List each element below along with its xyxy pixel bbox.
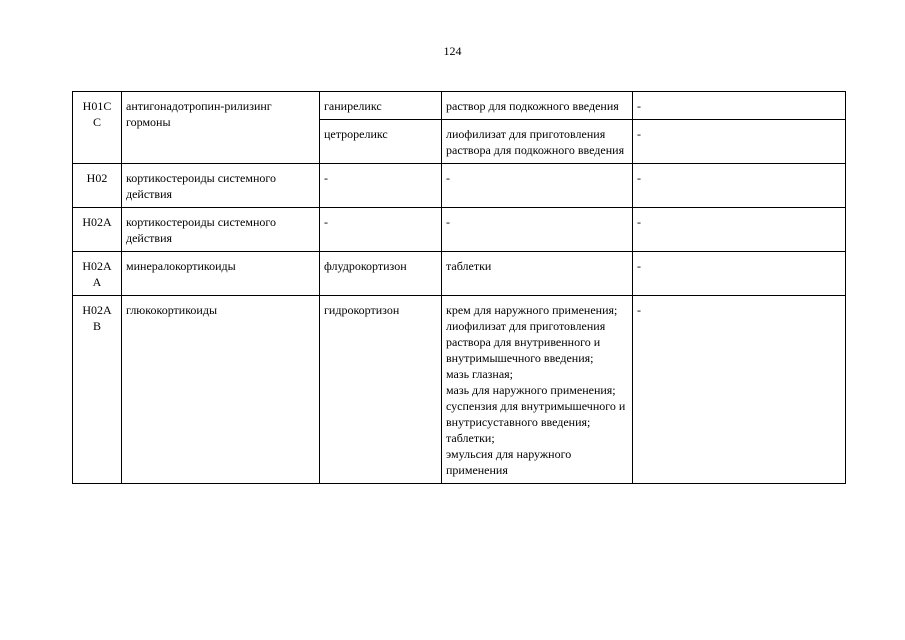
drug-table [72,91,846,484]
atc-code-cell: H02 [73,164,122,208]
note-cell: - [633,164,846,208]
drug-name-cell: гидрокортизон [320,296,442,484]
note-cell: - [633,252,846,296]
group-name-cell: кортикостероиды системного действия [122,164,320,208]
atc-code-cell: H02A B [73,296,122,484]
drug-name-cell: - [320,164,442,208]
dosage-form-cell: раствор для подкожного введения [442,92,633,120]
group-name-cell: глюкокортикоиды [122,296,320,484]
note-cell: - [633,296,846,484]
drug-name-cell: ганиреликс [320,92,442,120]
drug-name-cell: флудрокортизон [320,252,442,296]
drug-name-cell: - [320,208,442,252]
table-row [73,164,846,208]
atc-code-cell: H01C C [73,92,122,164]
atc-code-cell: H02A A [73,252,122,296]
dosage-form-cell: - [442,164,633,208]
table-row [73,92,846,120]
table-row [73,296,846,484]
dosage-form-cell: таблетки [442,252,633,296]
drug-name-cell: цетрореликс [320,120,442,164]
group-name-cell: кортикостероиды системного действия [122,208,320,252]
atc-code-cell: H02A [73,208,122,252]
table-row [73,252,846,296]
note-cell: - [633,120,846,164]
table-row [73,208,846,252]
page-number: 124 [443,44,462,58]
group-name-cell: минералокортикоиды [122,252,320,296]
group-name-cell: антигонадотропин-рилизинг гормоны [122,92,320,164]
dosage-form-cell: лиофилизат для приготовления раствора для подкожного введения [442,120,633,164]
note-cell: - [633,208,846,252]
dosage-form-cell: крем для наружного применения; лиофилизат для приготовления раствора для внутривенного и внутримышечного введения; мазь глазная; мазь для наружного применения; суспензия для внутримышечного и внутрисуставного введения; таблетки; эмульсия для наружного применения [442,296,633,484]
dosage-form-cell: - [442,208,633,252]
note-cell: - [633,92,846,120]
